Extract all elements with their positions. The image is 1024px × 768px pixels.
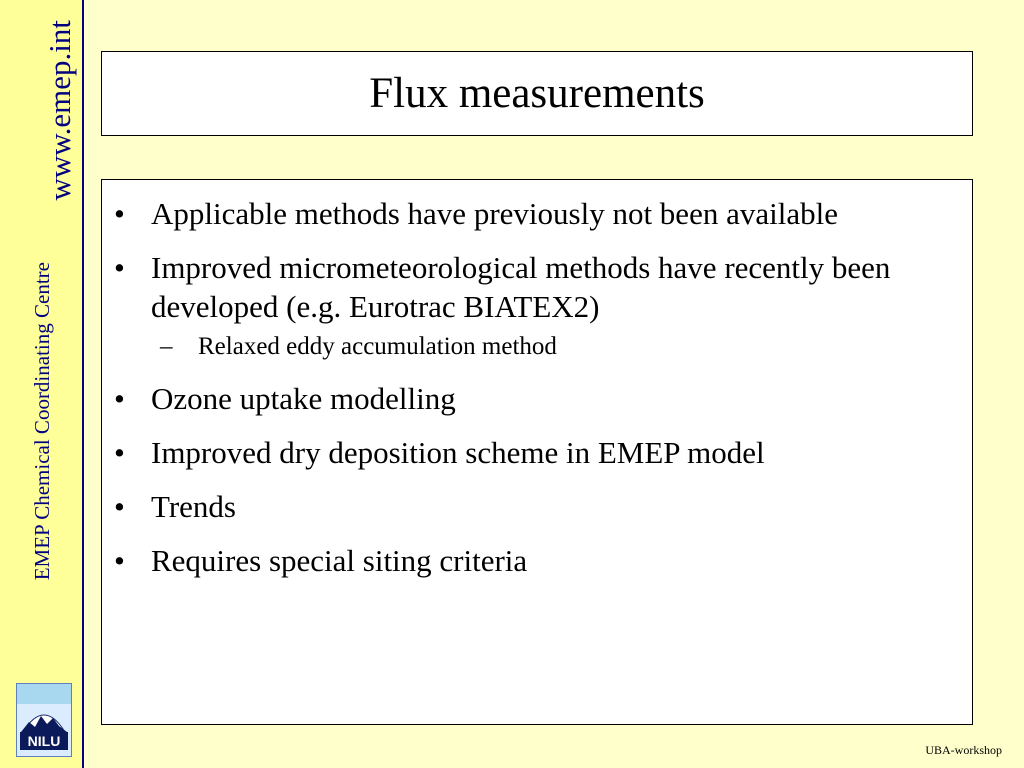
bullet-item: [114, 541, 952, 580]
bullet-text: Improved dry deposition scheme in EMEP model: [151, 435, 765, 470]
bullet-text: Applicable methods have previously not been available: [151, 196, 838, 231]
sidebar: [0, 0, 84, 768]
bullet-marker: •: [114, 543, 125, 578]
footer-label: UBA-workshop: [925, 743, 1002, 757]
bullet-list: [114, 194, 952, 580]
bullet-marker: •: [114, 381, 125, 416]
bullet-item: [114, 379, 952, 418]
slide-title: Flux measurements: [369, 70, 705, 117]
organization-name: EMEP Chemical Coordinating Centre: [30, 262, 54, 581]
bullet-item: [114, 487, 952, 526]
nilu-logo: [16, 683, 72, 757]
website-url: www.emep.int: [42, 20, 77, 201]
content-box: [101, 179, 973, 725]
logo-text: NILU: [27, 733, 61, 749]
bullet-marker: •: [114, 196, 125, 231]
bullet-text: Improved micrometeorological methods have recently been developed (e.g. Eurotrac BIATEX2): [151, 250, 891, 324]
bullet-item: [114, 433, 952, 472]
bullet-text: Trends: [151, 489, 236, 524]
bullet-marker: •: [114, 435, 125, 470]
bullet-text: Relaxed eddy accumulation method: [198, 333, 557, 360]
bullet-marker: •: [114, 489, 125, 524]
sub-bullet-item: [114, 331, 952, 362]
nilu-logo-icon: [17, 684, 71, 756]
bullet-text: Ozone uptake modelling: [151, 381, 456, 416]
bullet-item: [114, 248, 952, 326]
bullet-item: [114, 194, 952, 233]
dash-marker: –: [160, 333, 173, 360]
bullet-marker: •: [114, 250, 125, 285]
title-box: [101, 51, 973, 136]
bullet-text: Requires special siting criteria: [151, 543, 528, 578]
